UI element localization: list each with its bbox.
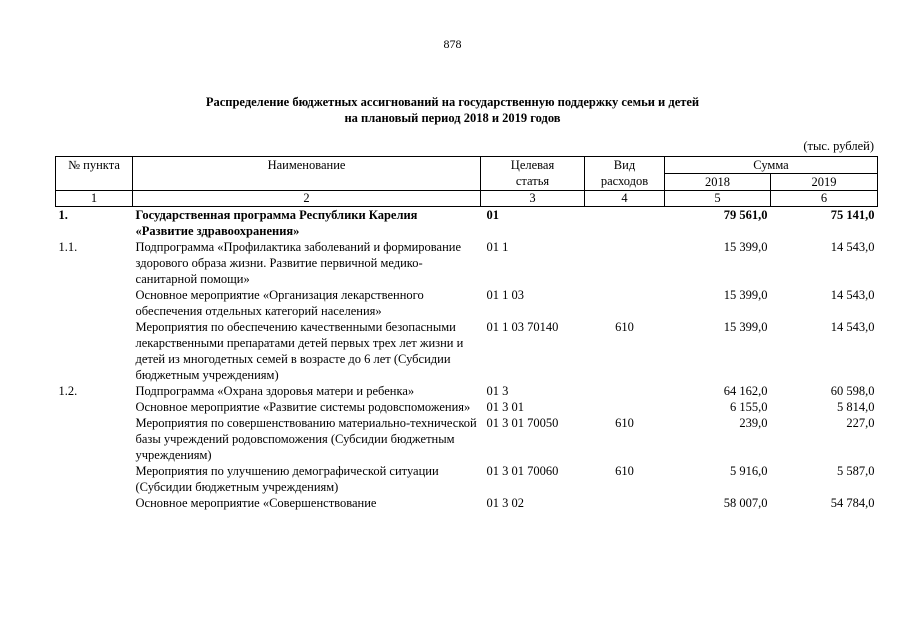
col-number: 4 (585, 191, 665, 207)
row-sum-2018: 15 399,0 (723, 320, 768, 334)
row-target-code: 01 1 03 (486, 288, 524, 302)
table-row (56, 287, 878, 319)
row-name: Государственная программа Республики Карелия «Развитие здравоохранения» (135, 208, 418, 238)
col-number: 5 (665, 191, 771, 207)
table-row (56, 415, 878, 463)
col-number: 3 (481, 191, 585, 207)
row-expense-kind (585, 495, 665, 511)
row-point: 1.2. (58, 384, 78, 398)
header-kind (585, 157, 665, 191)
row-sum-2018: 15 399,0 (723, 240, 768, 254)
header-target (481, 157, 585, 191)
row-sum-2018: 15 399,0 (723, 288, 768, 302)
row-name: Подпрограмма «Профилактика заболеваний и формирование здорового образа жизни. Развитие первичной медико-санитарной помощи» (135, 240, 462, 286)
row-expense-kind: 610 (615, 416, 634, 430)
row-sum-2019: 54 784,0 (830, 496, 875, 510)
header-sum: Сумма (665, 157, 878, 174)
row-sum-2018: 79 561,0 (723, 208, 768, 222)
row-name: Основное мероприятие «Развитие системы родовспоможения» (135, 400, 471, 414)
table-row (56, 239, 878, 287)
row-name: Основное мероприятие «Совершенствование (135, 496, 377, 510)
header-point: № пункта (56, 157, 133, 191)
row-sum-2019: 5 587,0 (837, 464, 875, 478)
row-point (56, 463, 133, 495)
row-sum-2019: 227,0 (846, 416, 875, 430)
header-kind-line-1: Вид (613, 158, 636, 172)
row-name: Основное мероприятие «Организация лекарственного обеспечения отдельных категорий населения» (135, 288, 424, 318)
row-target-code: 01 1 (486, 240, 509, 254)
row-point (56, 319, 133, 383)
budget-table (55, 156, 878, 511)
row-expense-kind (585, 207, 665, 240)
row-point (56, 415, 133, 463)
row-sum-2019: 5 814,0 (837, 400, 875, 414)
table-row (56, 463, 878, 495)
row-target-code: 01 1 03 70140 (486, 320, 559, 334)
row-name: Мероприятия по обеспечению качественными безопасными лекарственными препаратами детей первых трех лет жизни и детей из многодетных семей в возрасте до 6 лет (Субсидии бюджетным учреждениям) (135, 320, 464, 382)
table-row (56, 383, 878, 399)
table-row (56, 399, 878, 415)
row-sum-2019: 14 543,0 (830, 240, 875, 254)
row-sum-2019: 14 543,0 (830, 320, 875, 334)
row-expense-kind: 610 (615, 464, 634, 478)
header-kind-line-2: расходов (600, 174, 649, 188)
header-target-line-2: статья (515, 174, 550, 188)
row-point: 1. (58, 208, 68, 222)
col-number: 2 (133, 191, 481, 207)
row-target-code: 01 3 01 70060 (486, 464, 559, 478)
row-sum-2018: 239,0 (739, 416, 768, 430)
row-sum-2018: 5 916,0 (730, 464, 768, 478)
table-row (56, 495, 878, 511)
row-sum-2019: 75 141,0 (830, 208, 875, 222)
row-name: Мероприятия по совершенствованию материально-технической базы учреждений родовспоможения (Субсидии бюджетным учреждениям) (135, 416, 477, 462)
title-line-1: Распределение бюджетных ассигнований на государственную поддержку семьи и детей (205, 95, 700, 109)
row-sum-2018: 6 155,0 (730, 400, 768, 414)
row-target-code: 01 3 01 (486, 400, 524, 414)
col-number: 1 (56, 191, 133, 207)
row-point: 1.1. (58, 240, 78, 254)
header-name: Наименование (133, 157, 481, 191)
row-sum-2018: 64 162,0 (723, 384, 768, 398)
row-expense-kind (585, 399, 665, 415)
row-target-code: 01 3 (486, 384, 509, 398)
header-year-2018: 2018 (665, 174, 771, 191)
row-expense-kind (585, 239, 665, 287)
row-sum-2019: 14 543,0 (830, 288, 875, 302)
row-name: Мероприятия по улучшению демографической ситуации (Субсидии бюджетным учреждениям) (135, 464, 439, 494)
row-name: Подпрограмма «Охрана здоровья матери и ребенка» (135, 384, 415, 398)
header-target-line-1: Целевая (510, 158, 555, 172)
title-line-2: на плановый период 2018 и 2019 годов (344, 111, 561, 125)
row-target-code: 01 3 01 70050 (486, 416, 559, 430)
row-target-code: 01 3 02 (486, 496, 524, 510)
row-point (56, 495, 133, 511)
table-body (56, 207, 878, 512)
document-title (0, 94, 905, 126)
row-expense-kind (585, 383, 665, 399)
row-expense-kind: 610 (615, 320, 634, 334)
row-target-code: 01 (486, 208, 499, 222)
page-number: 878 (443, 37, 462, 51)
row-sum-2019: 60 598,0 (830, 384, 875, 398)
row-expense-kind (585, 287, 665, 319)
row-sum-2018: 58 007,0 (723, 496, 768, 510)
units-label: (тыс. рублей) (803, 139, 874, 153)
table-header (56, 157, 878, 207)
row-point (56, 287, 133, 319)
table-row (56, 319, 878, 383)
col-number: 6 (771, 191, 878, 207)
table-row (56, 207, 878, 240)
header-year-2019: 2019 (771, 174, 878, 191)
row-point (56, 399, 133, 415)
